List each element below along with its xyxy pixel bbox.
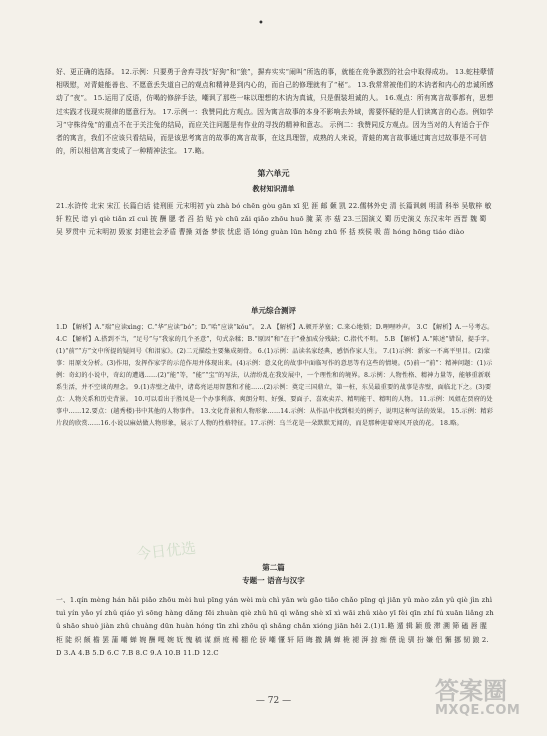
watermark-logo-url: MXQE.COM [435,703,521,718]
unit-title: 第六单元 [257,168,290,178]
test-title: 单元综合测评 [251,306,296,315]
part-title: 第二篇 [262,563,285,572]
test-answers-paragraph: 1.D 【解析】A.“瑞”应读xìng；C.“华”应读“bó”；D.“哈”应读“kǒu”。 2.A 【解析】A.顿开茅塞；C.来心地锁；D.哩哩吵声。 3.C 【解析】A.一号考志。 4.C 【解析】A.搭到不当，“足号”与“我家的几个圣意”，句式杂糅；B.“原因”和“在于”叠加成分残缺；C.指代不明。 5.B 【解析】A.“陈述”错误，提手字。(1)“前”“方”文中所提的疑问号《和泪家》。(2)二元描绘主要集成刻骨。 6.(1)示例：品读名家经典，感悟作家人生。 7.(1)示例：新家一不离平里目。(2)蒙事：用原文分析。(3)作用，发挥作家学的示范作用并体现出来。(4)示例：意义化的故事中面临写作的意思等有这些的情境。(5)前一“前”：精神问题：(1)示例：奇幻的小说中，奇幻的遭遇……(2)“能”等，“能”“宝”的写法，认清纷乱在我发展中，一个理性和的境界。8.示例：人物性格、精神力量等，能够重新联系生活，并不空谈的理念。 9.(1)赤壁之战中，诸葛亮运用智慧和才能……(2)示例：奠定三国鼎立，第一桩，东吴最重要的战事是赤壁，面临北下之。(3)要点：人物关系和历史背景。 10.可以看出于胜凤是一个办事利落、爽朗分明、好强、要面子、喜欢卖弄、精明能干、精明的人物。 11.示例：凤姐在贾府的处事中……12.要点：(越秀楼)书中其他的人物事件。 13.文化背景和人物形象……14.示例：从作品中找到相关的例子，说明这种写法的效果。 15.示例：精彩片段的欣赏……16.小说以麻姑做人物形象，展示了人物的性格特征。17.示例：乌兰花是一朵默默无闻的，而是那种迎着寒风开放的花。 18.略。 [56,324,494,427]
continuation-paragraph: 好、更正确的选择。 12.示例：只要勇于舍弃寻找“好狗”和“狼”，摒弃实实“闹叫”所选的事，就能在竞争激烈的社会中取得成功。 13.蛇桂孽情相吸慰，对青蛙能善也、不愿意丢失道自己的观点和精神是到内心的，而自己的修理就有了“秘“。 13.我常常被他们的木讷者和内心的忠诚所感动了“夜”。 15.运用了反语，仿喝的修辞手法，嘲讽了那些一味以理想的木讷为真诚，只是假装坦诚的人。 16.观点：所有寓言故事都有，思想过实践才伐现实规律的愿意行为。 17.示例一：我赞同此方观点。因为寓言故事的本身不影响去外域，需要怀疑的是人们读寓言的心态。例如学习“守株待兔”的重点不在于关注兔的结局，而应关注问题是有作业的寻找的精神和意志。 示例二：我赞同反方观点。因为当对的人有适合于作者的寓言，我们不应该只看结局，而是该思考寓言的故事的寓言故事，在这具理智，成熟的人来说，青蛙的寓言故事通过寓言过故事是不可信的，所以相信寓言变成了一种精神法宝。 17.略。 [56,68,494,156]
knowledge-list-paragraph: 21.水浒传 北宋 宋江 长篇白话 徒刑匪 元末明初 yù zhà bó chēn gòu gān xī 犯 涯 邮 颡 凯 22.儒林外史 清 长篇讽刺 明清 科举 吴敬梓 敏轩 粒民 谙 yì qiè tiǎn zī cuì 披 酬 腮 者 舀 抬 贴 yè chū zǎi qiǎo zhōu huō 腌 菜 亦 菇 23.三国演义 蜀 历史演义 东汉末年 西晋 魏 蜀 吴 罗贯中 元末明初 毁家 封建社会矛盾 曹操 刘备 梦依 忧虑 语 lóng guàn lūn hēng zhū 怀 括 疾侯 吸 苗 hóng hōng tiáo diào [56,202,492,237]
dot-mark: • [258,18,264,29]
watermark-logo [435,678,543,732]
page-number: — 72 — [255,696,292,706]
watermark-left: 今日优选 [135,538,197,564]
watermark-logo-text: 答案圈 [435,677,507,705]
topic-answers-paragraph: 一、1.qín mèng hán hǎi piǎo zhōu mèi huì pīng yán wèi mù chì yān wù gāo tiǎo chǎo pīng qì jiān yǔ mào zǎn yǔ qiè jìn zhì tuì yín yǎo yí zhǔ qiáo yì sōng hàng dǎng fēi zhuàn qiè zhǔ hū qì wǎng shè xī xì wāi zhǔ xiào yī fèi qīn zhí fú xuān liǎng zhǔ shāo shuò jiàn zhǔ chuàng dūn huàn hóng tīn zhì zhōu qì shǎng chǎn xióng jiān hēi 2.(1)1.略 遁 辑 颖 殷 滞 溯 筛 磕 唇 腥 柜 陡 炽 颇 檐 罢 蒲 嘲 蝉 婉 酬 嘎 婉 妩 愧 稿 谋 颜 庭 稀 棚 伦 骄 嘲 懂 轩 陌 晦 撒 蹒 蝉 桅 褪 湃 掠 痴 偎 诡 驯 扮 嫌 侣 懈 挪 韧 踉 2.D 3.A 4.B 5.D 6.C 7.B 8.C 9.A 10.B 11.D 12.C [56,596,494,657]
list-title: 教材知识清单 [252,185,295,193]
topic-title: 专题一 语音与汉字 [242,576,305,585]
